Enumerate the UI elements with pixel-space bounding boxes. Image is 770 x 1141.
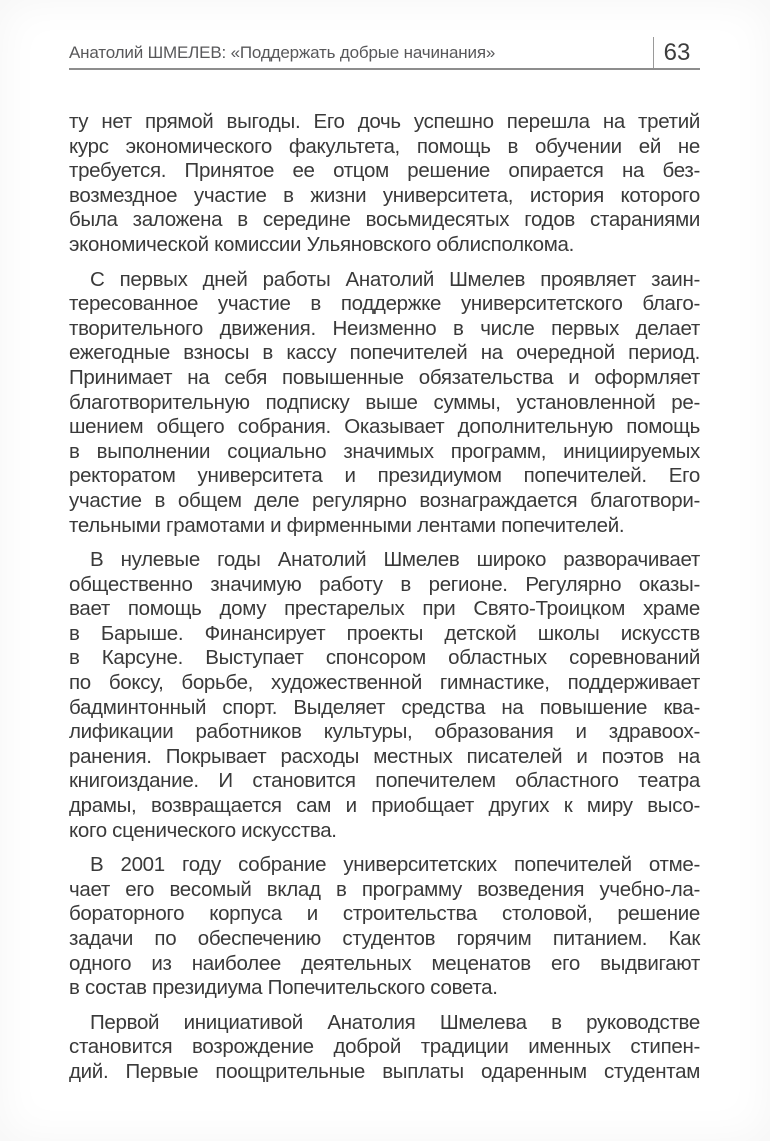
text-line: ту нет прямой выгоды. Его дочь успешно перешла на третий xyxy=(69,110,700,133)
text-line: одного из наиболее деятельных меценатов его выдвигают xyxy=(69,951,700,975)
text-line: в состав президиума Попечительского совета. xyxy=(69,976,498,1000)
text-line: тересованное участие в поддержке университетского благо- xyxy=(69,292,700,316)
text-line: общественно значимую работу в регионе. Регулярно оказы- xyxy=(69,572,700,596)
text-line: в выполнении социально значимых программ, инициируемых xyxy=(69,439,700,463)
text-line: чает его весомый вклад в программу возведения учебно-ла- xyxy=(69,877,700,901)
text-line: ректоратом университета и президиумом попечителей. Его xyxy=(69,464,700,488)
text-line: книгоиздание. И становится попечителем областного театра xyxy=(69,769,700,793)
text-line: кого сценического искусства. xyxy=(69,818,337,842)
text-line: возмездное участие в жизни университета, история которого xyxy=(69,183,700,207)
text-line: задачи по обеспечению студентов горячим питанием. Как xyxy=(69,927,700,950)
text-line: курс экономического факультета, помощь в обучении ей не xyxy=(69,134,700,158)
text-line: требуется. Принятое ее отцом решение опирается на без- xyxy=(69,159,700,183)
paragraph xyxy=(69,110,700,258)
text-line: творительного движения. Неизменно в числе первых делает xyxy=(69,316,700,340)
text-line: бадминтонный спорт. Выделяет средства на повышение ква- xyxy=(69,695,700,719)
text-line: в Карсуне. Выступает спонсором областных соревнований xyxy=(69,646,700,670)
text-line: была заложена в середине восьмидесятых годов стараниями xyxy=(69,208,700,232)
text-line: лификации работников культуры, образования и здравоох- xyxy=(69,720,700,744)
text-line: экономической комиссии Ульяновского облисполкома. xyxy=(69,232,575,256)
paragraph xyxy=(69,268,700,539)
text-line: в Барыше. Финансирует проекты детской школы искусств xyxy=(69,621,700,645)
page-number: 63 xyxy=(663,38,691,66)
text-line: В 2001 году собрание университетских попечителей отме- xyxy=(90,853,700,877)
paragraph xyxy=(69,1011,700,1085)
paragraph xyxy=(69,548,700,843)
text-line: участие в общем деле регулярно вознаграждается благотвори- xyxy=(69,488,700,512)
text-line: Принимает на себя повышенные обязательства и оформляет xyxy=(69,365,700,389)
text-line: С первых дней работы Анатолий Шмелев проявляет заин- xyxy=(90,267,700,291)
text-line: шением общего собрания. Оказывает дополнительную помощь xyxy=(69,415,700,439)
text-line: дий. Первые поощрительные выплаты одаренным студентам xyxy=(69,1059,700,1083)
text-line: вает помощь дому престарелых при Свято-Троицком храме xyxy=(69,597,700,621)
text-line: В нулевые годы Анатолий Шмелев широко разворачивает xyxy=(90,548,700,572)
text-line: становится возрождение доброй традиции именных стипен- xyxy=(69,1035,700,1059)
text-line: драмы, возвращается сам и приобщает других к миру высо- xyxy=(69,794,700,818)
page-header xyxy=(69,37,700,70)
text-line: тельными грамотами и фирменными лентами попечителей. xyxy=(69,513,625,537)
text-line: по боксу, борьбе, художественной гимнастике, поддерживает xyxy=(69,671,700,695)
text-line: благотворительную подписку выше суммы, установленной ре- xyxy=(69,390,700,414)
paragraph xyxy=(69,853,700,1001)
text-line: бораторного корпуса и строительства столовой, решение xyxy=(69,902,700,926)
text-line: ежегодные взносы в кассу попечителей на очередной период. xyxy=(69,341,700,365)
body-text xyxy=(69,110,700,1085)
running-title: Анатолий ШМЕЛЕВ: «Поддержать добрые начинания» xyxy=(69,42,496,62)
text-line: Первой инициативой Анатолия Шмелева в руководстве xyxy=(90,1010,700,1034)
text-line: ранения. Покрывает расходы местных писателей и поэтов на xyxy=(69,744,700,768)
